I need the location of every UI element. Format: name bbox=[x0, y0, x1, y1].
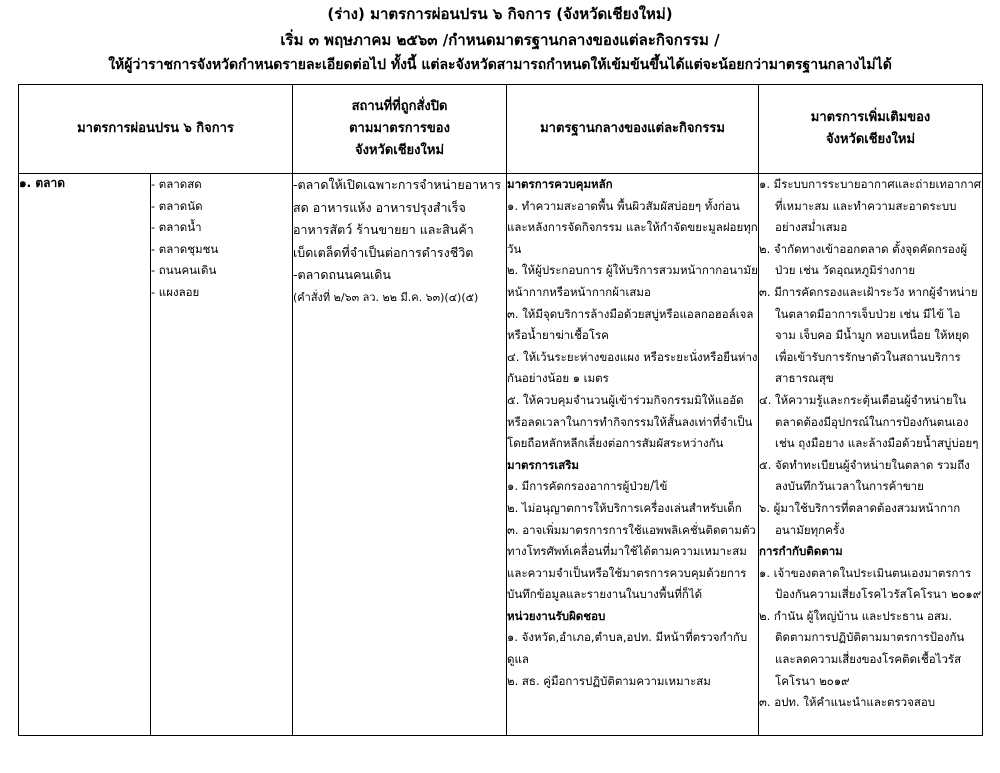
list-item: ๒. ไม่อนุญาตการให้บริการเครื่องเล่นสำหรับเด็ก bbox=[507, 500, 742, 515]
header-additional-line: จังหวัดเชียงใหม่ bbox=[826, 132, 916, 147]
places-list bbox=[151, 174, 292, 304]
section-title: มาตรการควบคุมหลัก bbox=[507, 177, 613, 191]
header-additional-line: มาตรการเพิ่มเติมของ bbox=[810, 110, 931, 125]
document-note: ให้ผู้ว่าราชการจังหวัดกำหนดรายละเอียดต่อไป ทั้งนี้ แต่ละจังหวัดสามารถกำหนดให้เข้มข้นขึ้นได้แต่จะน้อยกว่ามาตรฐานกลางไม่ได้ bbox=[108, 57, 892, 73]
header-closed-sites bbox=[293, 85, 507, 174]
list-item: ๖. ผู้มาใช้บริการที่ตลาดต้องสวมหน้ากากอนามัยทุกครั้ง bbox=[759, 500, 961, 537]
section-title: การกำกับติดตาม bbox=[759, 544, 843, 559]
list-item: ๓. ให้มีจุดบริการล้างมือด้วยสบู่หรือแอลกอฮอล์เจล หรือน้ำยาฆ่าเชื้อโรค bbox=[507, 306, 754, 343]
standards-cell bbox=[507, 174, 759, 736]
section-title: หน่วยงานรับผิดชอบ bbox=[507, 608, 606, 623]
list-item: ๒. สธ. คู่มือการปฏิบัติตามความเหมาะสม bbox=[507, 673, 711, 688]
header-measures-6-businesses: มาตรการผ่อนปรน ๖ กิจการ bbox=[19, 85, 293, 174]
list-item: ๑. เจ้าของตลาดในประเมินตนเองมาตรการป้องกันความเสี่ยงโรคไวรัสโคโรนา ๒๐๑๙ bbox=[759, 565, 982, 602]
closed-sites-reference: (คำสั่งที่ ๒/๖๓ ลว. ๒๒ มี.ค. ๖๓)(๔)(๕) bbox=[293, 290, 479, 304]
list-item: ๕. จัดทำทะเบียนผู้จำหน่ายในตลาด รวมถึงลงบันทึกวันเวลาในการค้าขาย bbox=[759, 457, 970, 494]
category-cell bbox=[19, 174, 151, 736]
closed-sites-cell bbox=[293, 174, 507, 736]
document-subtitle: เริ่ม ๓ พฤษภาคม ๒๕๖๓ /กำหนดมาตรฐานกลางของแต่ละกิจกรรม / bbox=[280, 31, 720, 49]
section-title: มาตรการเสริม bbox=[507, 457, 580, 472]
list-item: ๓. อาจเพิ่มมาตรการการใช้แอพพลิเคชั่นติดตามตัวทางโทรศัพท์เคลื่อนที่มาใช้ได้ตามความเหมาะสมและความจำเป็นหรือใช้มาตรการควบคุมด้วยการบันทึกข้อมูลและรายงานในบางพื้นที่ก็ได้ bbox=[507, 522, 756, 602]
header-closed-sites-line: จังหวัดเชียงใหม่ bbox=[355, 143, 445, 158]
list-item: ๑. ทำความสะอาดพื้น พื้นผิวสัมผัสบ่อยๆ ทั้งก่อนและหลังการจัดกิจกรรม และให้กำจัดขยะมูลฝอยทุกวัน bbox=[507, 198, 758, 256]
list-item: ๒. จำกัดทางเข้าออกตลาด ตั้งจุดคัดกรองผู้ป่วย เช่น วัดอุณหภูมิร่างกาย bbox=[759, 241, 968, 278]
header-central-standards: มาตรฐานกลางของแต่ละกิจกรรม bbox=[507, 85, 759, 174]
measures-table bbox=[18, 84, 983, 736]
closed-sites-paragraph: -ตลาดถนนคนเดิน bbox=[293, 267, 391, 282]
list-item: ๑. มีระบบการระบายอากาศและถ่ายเทอากาศที่เหมาะสม และทำความสะอาดระบบอย่างสม่ำเสมอ bbox=[759, 177, 982, 235]
document-title: (ร่าง) มาตรการผ่อนปรน ๖ กิจการ (จังหวัดเชียงใหม่) bbox=[327, 5, 673, 23]
header-additional-measures bbox=[759, 85, 983, 174]
places-cell bbox=[151, 174, 293, 736]
list-item: ๔. ให้ความรู้และกระตุ้นเตือนผู้จำหน่ายในตลาดต้องมีอุปกรณ์ในการป้องกันตนเอง เช่น ถุงมือยาง และล้างมือด้วยน้ำสบู่บ่อยๆ bbox=[759, 392, 979, 451]
list-item: ๒. กำนัน ผู้ใหญ่บ้าน และประธาน อสม. ติดตามการปฏิบัติตามมาตรการป้องกันและลดความเสี่ยงของโรคติดเชื้อไวรัสโคโรนา ๒๐๑๙ bbox=[759, 608, 965, 688]
list-item: - ตลาดชุมชน bbox=[151, 241, 219, 256]
list-item: - ตลาดนัด bbox=[151, 198, 203, 213]
list-item: ๔. ให้เว้นระยะห่างของแผง หรือระยะนั่งหรือยืนห่างกันอย่างน้อย ๑ เมตร bbox=[507, 349, 758, 386]
table-row bbox=[19, 174, 983, 736]
list-item: - ตลาดน้ำ bbox=[151, 220, 202, 235]
header-closed-sites-line: สถานที่ที่ถูกสั่งปิด bbox=[351, 99, 448, 114]
list-item: ๑. จังหวัด,อำเภอ,ตำบล,อปท. มีหน้าที่ตรวจกำกับดูแล bbox=[507, 630, 748, 667]
closed-sites-paragraph: -ตลาดให้เปิดเฉพาะการจำหน่ายอาหารสด อาหารแห้ง อาหารปรุงสำเร็จ อาหารสัตว์ ร้านขายยา และสินค้าเบ็ดเตล็ดที่จำเป็นต่อการดำรงชีวิต bbox=[293, 177, 502, 260]
list-item: ๒. ให้ผู้ประกอบการ ผู้ให้บริการสวมหน้ากากอนามัย หน้ากากหรือหน้ากากผ้าเสมอ bbox=[507, 263, 758, 299]
list-item: - แผงลอย bbox=[151, 284, 200, 299]
list-item: ๓. มีการคัดกรองและเฝ้าระวัง หากผู้จำหน่ายในตลาดมีอาการเจ็บป่วย เช่น มีไข้ ไอ จาม เจ็บคอ มีน้ำมูก หอบเหนื่อย ให้หยุด เพื่อเข้ารับการรักษาตัวในสถานบริการสาธารณสุข bbox=[759, 284, 978, 386]
list-item: ๕. ให้ควบคุมจำนวนผู้เข้าร่วมกิจกรรมมิให้แออัดหรือลดเวลาในการทำกิจกรรมให้สั้นลงเท่าที่จำเป็น โดยถือหลักหลีกเลี่ยงต่อการสัมผัสระหว่างกัน bbox=[507, 392, 753, 451]
list-item: - ถนนคนเดิน bbox=[151, 263, 217, 278]
list-item: ๑. มีการคัดกรองอาการผู้ป่วย/ไข้ bbox=[507, 479, 668, 494]
additional-cell bbox=[759, 174, 983, 736]
list-item: - ตลาดสด bbox=[151, 177, 202, 191]
table-header-row bbox=[19, 85, 983, 174]
list-item: ๓. อปท. ให้คำแนะนำและตรวจสอบ bbox=[759, 695, 936, 710]
category-label: ๑. ตลาด bbox=[19, 176, 66, 190]
header-closed-sites-line: ตามมาตรการของ bbox=[349, 121, 450, 136]
